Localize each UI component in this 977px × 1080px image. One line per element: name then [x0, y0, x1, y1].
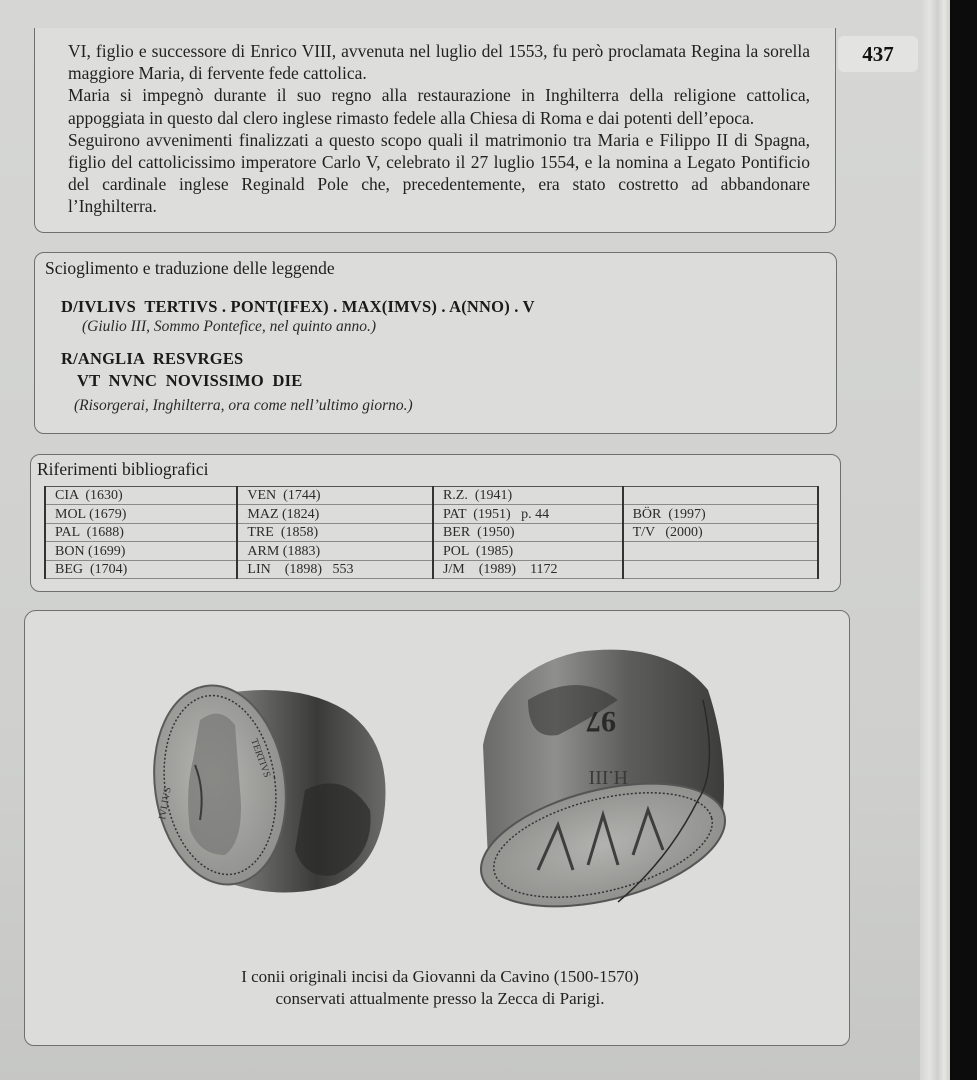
obverse-translation: (Giulio III, Sommo Pontefice, nel quinto anno.): [82, 318, 377, 335]
reverse-translation: (Risorgerai, Inghilterra, ora come nell’ultimo giorno.): [74, 397, 413, 414]
obverse-label: D/: [61, 297, 78, 316]
table-cell: BON (1699): [45, 542, 237, 560]
table-cell: MAZ (1824): [237, 505, 433, 523]
table-cell: [623, 560, 818, 578]
table-row: [45, 505, 818, 523]
table-cell: PAT (1951) p. 44: [433, 505, 623, 523]
intro-paragraph-2: Maria si impegnò durante il suo regno alla restaurazione in Inghilterra della religione cattolica, appoggiata in questo dal clero inglese rimasto fedele alla Chiesa di Roma e dai potenti dell’epoca.: [68, 85, 810, 128]
background-surface: [950, 0, 977, 1080]
obverse-die-image: [145, 670, 415, 900]
reverse-label: R/: [61, 349, 78, 368]
table-cell: ARM (1883): [237, 542, 433, 560]
figure-caption: [180, 966, 700, 1010]
table-cell: [623, 487, 818, 505]
bibliography-title: Riferimenti bibliografici: [37, 459, 209, 479]
intro-text: [34, 40, 824, 218]
table-row: [45, 560, 818, 578]
table-cell: PAL (1688): [45, 523, 237, 541]
table-cell: MOL (1679): [45, 505, 237, 523]
svg-text:97: 97: [586, 705, 616, 738]
obverse-legend: [61, 297, 535, 317]
table-row: [45, 487, 818, 505]
svg-text:IVLIVS: IVLIVS: [157, 786, 174, 821]
table-cell: BER (1950): [433, 523, 623, 541]
reverse-legend-text-1: ANGLIA RESVRGES: [77, 349, 244, 368]
caption-line-2: conservati attualmente presso la Zecca di Parigi.: [275, 989, 605, 1008]
bibliography-table: [44, 486, 819, 579]
intro-paragraph-3: Seguirono avvenimenti finalizzati a questo scopo quali il matrimonio tra Maria e Filippo II di Spagna, figlio del cattolicissimo imperatore Carlo V, celebrato il 27 luglio 1554, e la nomina a Legato Pontificio del cardinale inglese Reginald Pole che, precedentemente, era stato costretto ad abbandonare l’Inghilterra.: [68, 129, 810, 217]
table-cell: BÖR (1997): [623, 505, 818, 523]
table-cell: POL (1985): [433, 542, 623, 560]
reverse-die-image: [468, 640, 738, 915]
table-cell: [623, 542, 818, 560]
table-cell: CIA (1630): [45, 487, 237, 505]
table-row: [45, 542, 818, 560]
table-cell: R.Z. (1941): [433, 487, 623, 505]
table-cell: VEN (1744): [237, 487, 433, 505]
table-row: [45, 523, 818, 541]
svg-text:TERTIVS: TERTIVS: [248, 737, 273, 780]
svg-text:H.III: H.III: [588, 766, 628, 788]
table-cell: LIN (1898) 553: [237, 560, 433, 578]
legend-section-title: Scioglimento e traduzione delle leggende: [45, 258, 335, 278]
page-number-text: 437: [862, 41, 894, 66]
page-stack-edge: [920, 0, 952, 1080]
table-cell: BEG (1704): [45, 560, 237, 578]
page-number: [838, 36, 918, 72]
table-cell: T/V (2000): [623, 523, 818, 541]
reverse-legend-line-2: VT NVNC NOVISSIMO DIE: [77, 371, 303, 390]
reverse-legend-line-1: [61, 349, 243, 369]
intro-paragraph-1: VI, figlio e successore di Enrico VIII, avvenuta nel luglio del 1553, fu però proclamata Regina la sorella maggiore Maria, di fervente fede cattolica.: [68, 41, 810, 84]
obverse-legend-text: IVLIVS TERTIVS . PONT(IFEX) . MAX(IMVS) . A(NNO) . V: [77, 297, 535, 316]
table-cell: TRE (1858): [237, 523, 433, 541]
table-cell: J/M (1989) 1172: [433, 560, 623, 578]
caption-line-1: I conii originali incisi da Giovanni da Cavino (1500-1570): [241, 967, 639, 986]
